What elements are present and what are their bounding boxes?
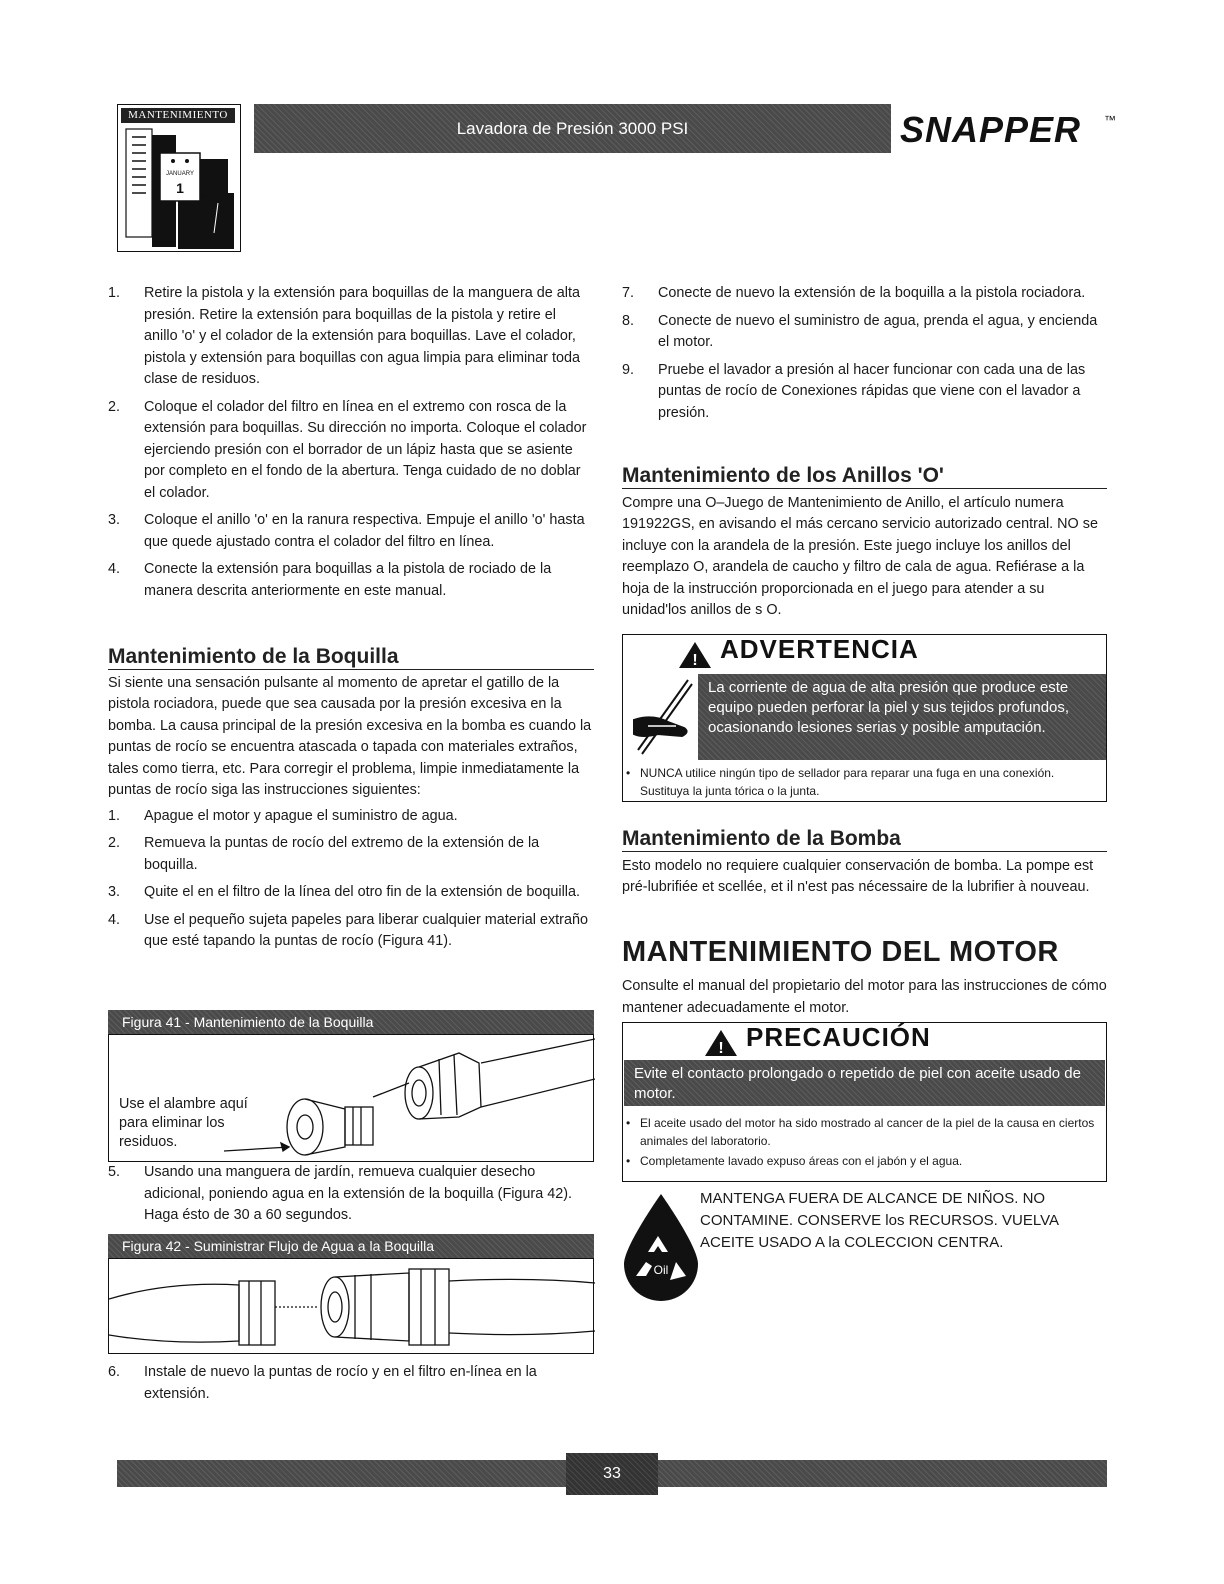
oil-icon-label: Oil	[653, 1263, 669, 1277]
step-number: 2.	[108, 835, 121, 851]
boquilla-section	[108, 646, 594, 959]
caution-triangle-icon	[704, 1028, 738, 1058]
step-number: 5.	[108, 1164, 121, 1180]
bomba-heading: Mantenimiento de la Bomba	[622, 828, 1107, 852]
boquilla-step-5	[108, 1162, 594, 1233]
step-text: Coloque el anillo 'o' en la ranura respectiva. Empuje el anillo 'o' hasta que quede ajustado contra el colador del filtro en línea.	[144, 512, 585, 550]
step-6	[108, 1362, 594, 1405]
trademark: ™	[1104, 113, 1116, 127]
motor-heading: MANTENIMIENTO DEL MOTOR	[622, 936, 1059, 968]
step-number: 2.	[108, 398, 121, 415]
step-number: 1.	[108, 807, 121, 824]
snapper-logo	[896, 104, 1118, 154]
step-text: Coloque el colador del filtro en línea en el extremo con rosca de la extensión para boquillas. Su dirección no importa. Coloque el colador ejerciendo presión con el borrador de un lápiz hasta que se asiente por completo en el fondo de la abertura. Tenga cuidado de no doblar el colador.	[144, 398, 587, 501]
step-text: Apague el motor y apague el suministro de agua.	[144, 807, 458, 824]
oil-notice-text: MANTENGA FUERA DE ALCANCE DE NIÑOS. NO CONTAMINE. CONSERVE los RECURSOS. VUELVA ACEITE USADO A la COLECCION CENTRA.	[700, 1190, 1059, 1251]
hose-flush-illustration	[109, 1259, 595, 1355]
precaucion-title: PRECAUCIÓN	[746, 1022, 931, 1052]
step-number: 1.	[108, 285, 121, 301]
maintenance-section-icon	[117, 104, 241, 252]
precaucion-bullet-2: • Completamente lavado expuso áreas con el jabón y el agua.	[622, 1152, 1102, 1170]
oil-recycle-drop-icon	[618, 1192, 704, 1302]
boquilla-step-4	[108, 910, 594, 953]
step-9	[622, 360, 1107, 425]
advertencia-message: La corriente de agua de alta presión que produce este equipo pueden perforar la piel y sus tejidos profundos, ocasionando lesiones serias y posible amputación.	[698, 674, 1106, 760]
precaucion-bullets	[622, 1114, 1102, 1170]
calendar-day: 1	[176, 180, 184, 196]
figure-41-title: Figura 41 - Mantenimiento de la Boquilla	[108, 1010, 594, 1034]
bomba-text: Esto modelo no requiere cualquier conservación de bomba. La pompe est pré-lubrifiée et scellée, et il n'est pas nécessaire de la lubrifier à nouveau.	[622, 857, 1094, 895]
boquilla-heading: Mantenimiento de la Boquilla	[108, 646, 594, 670]
nozzle-cleaning-illustration	[109, 1035, 595, 1163]
page-number: 33	[603, 1465, 621, 1482]
footer-bar-right	[652, 1460, 1107, 1487]
warning-triangle-icon	[678, 640, 712, 670]
step-7	[622, 283, 1107, 305]
step-text: Instale de nuevo la puntas de rocío y en el filtro en-línea en la extensión.	[144, 1364, 537, 1402]
anillos-heading: Mantenimiento de los Anillos 'O'	[622, 465, 1107, 489]
brand-name: SNAPPER	[900, 109, 1082, 150]
boquilla-step-2	[108, 833, 594, 876]
step-text: Conecte de nuevo la extensión de la boquilla a la pistola rociadora.	[658, 285, 1086, 301]
step-5	[108, 1162, 594, 1227]
step-text: Quite el en el filtro de la línea del otro fin de la extensión de boquilla.	[144, 884, 580, 900]
anillos-section	[622, 465, 1107, 622]
step-text: Conecte la extensión para boquillas a la pistola de rociado de la manera descrita anteriormente en este manual.	[144, 561, 552, 599]
step-text: Conecte de nuevo el suministro de agua, prenda el agua, y encienda el motor.	[658, 312, 1098, 350]
left-steps-a	[108, 283, 592, 608]
step-number: 6.	[108, 1364, 121, 1380]
step-8	[622, 311, 1107, 354]
calendar-month: JANUARY	[166, 171, 194, 177]
step-number: 3.	[108, 512, 121, 528]
figure-41	[108, 1034, 594, 1162]
step-number: 8.	[622, 312, 635, 329]
step-text: Usando una manguera de jardín, remueva cualquier desecho adicional, poniendo agua en la extensión de la boquilla (Figura 42). Haga ésto de 30 a 60 segundos.	[144, 1164, 573, 1223]
figure-42-title: Figura 42 - Suministrar Flujo de Agua a la Boquilla	[108, 1234, 594, 1258]
calendar-maintenance-icon	[118, 123, 239, 251]
step-2	[108, 397, 592, 505]
bomba-section	[622, 828, 1107, 899]
boquilla-step-3	[108, 882, 594, 904]
step-number: 3.	[108, 884, 121, 900]
step-text: Pruebe el lavador a presión al hacer funcionar con cada una de las puntas de rocío de Conexiones rápidas que viene con el lavador a presión.	[658, 361, 1086, 421]
section-label: MANTENIMIENTO	[121, 108, 235, 123]
step-number: 4.	[108, 911, 121, 928]
svg-text:!: !	[692, 652, 698, 669]
step-text: Retire la pistola y la extensión para boquillas de la manguera de alta presión. Retire la extensión para boquillas de la pistola y retire el anillo 'o' y el colador de la extensión para boquillas. Lave el colador, pistola y extensión para boquillas con agua limpia para eliminar toda clase de residuos.	[144, 285, 580, 387]
boquilla-intro: Si siente una sensación pulsante al momento de apretar el gatillo de la pistola rociadora, puede que sea causada por la presión excesiva en la bomba. La causa principal de la presión excesiva en la bomba es cuando la puntas de rocío se encuentra atascada o tapada con materiales extraños, tales como tierra, etc. Para corregir el problema, limpie inmediatamente la puntas de rocío siga las instrucciones siguientes:	[108, 674, 592, 798]
figure-42	[108, 1258, 594, 1354]
anillos-text: Compre una O–Juego de Mantenimiento de Anillo, el artículo numera 191922GS, en avisando el más cercano servicio autorizado central. NO se incluye con la arandela de la presión. Este juego incluye los anillos del reemplazo O, arandela de caucho y filtro de cala de agua. Refiérase a la hoja de la instrucción proporcionada en el juego para atender a su unidad'los anillos de s O.	[622, 494, 1098, 618]
step-number: 9.	[622, 361, 635, 378]
precaucion-message: Evite el contacto prolongado o repetido de piel con aceite usado de motor.	[624, 1060, 1105, 1106]
boquilla-step-6	[108, 1362, 594, 1411]
step-text: Use el pequeño sujeta papeles para liberar cualquier material extraño que esté tapando la puntas de rocío (Figura 41).	[144, 911, 588, 949]
precaucion-bullet-1: • El aceite usado del motor ha sido mostrado al cancer de la piel de la causa en ciertos animales del laboratorio.	[622, 1114, 1102, 1150]
step-4	[108, 559, 592, 602]
step-text: Remueva la puntas de rocío del extremo de la extensión de la boquilla.	[144, 835, 540, 873]
right-steps	[622, 283, 1107, 430]
advertencia-bullet: • NUNCA utilice ningún tipo de sellador para reparar una fuga en una conexión. Sustituya la junta tórica o la junta.	[622, 764, 1102, 800]
figure-41-label: Use el alambre aquí para eliminar los residuos.	[119, 1096, 248, 1150]
step-number: 7.	[622, 285, 635, 301]
step-1	[108, 283, 592, 391]
advertencia-title: ADVERTENCIA	[720, 634, 919, 664]
footer-bar-left	[117, 1460, 572, 1487]
motor-text: Consulte el manual del propietario del motor para las instrucciones de cómo mantener adecuadamente el motor.	[622, 978, 1107, 1016]
document-title: Lavadora de Presión 3000 PSI	[456, 119, 689, 138]
svg-text:!: !	[718, 1040, 724, 1057]
step-3	[108, 510, 592, 553]
high-pressure-injury-icon	[628, 676, 698, 756]
step-number: 4.	[108, 561, 121, 577]
advertencia-bullets	[622, 764, 1102, 800]
boquilla-step-1	[108, 806, 594, 828]
